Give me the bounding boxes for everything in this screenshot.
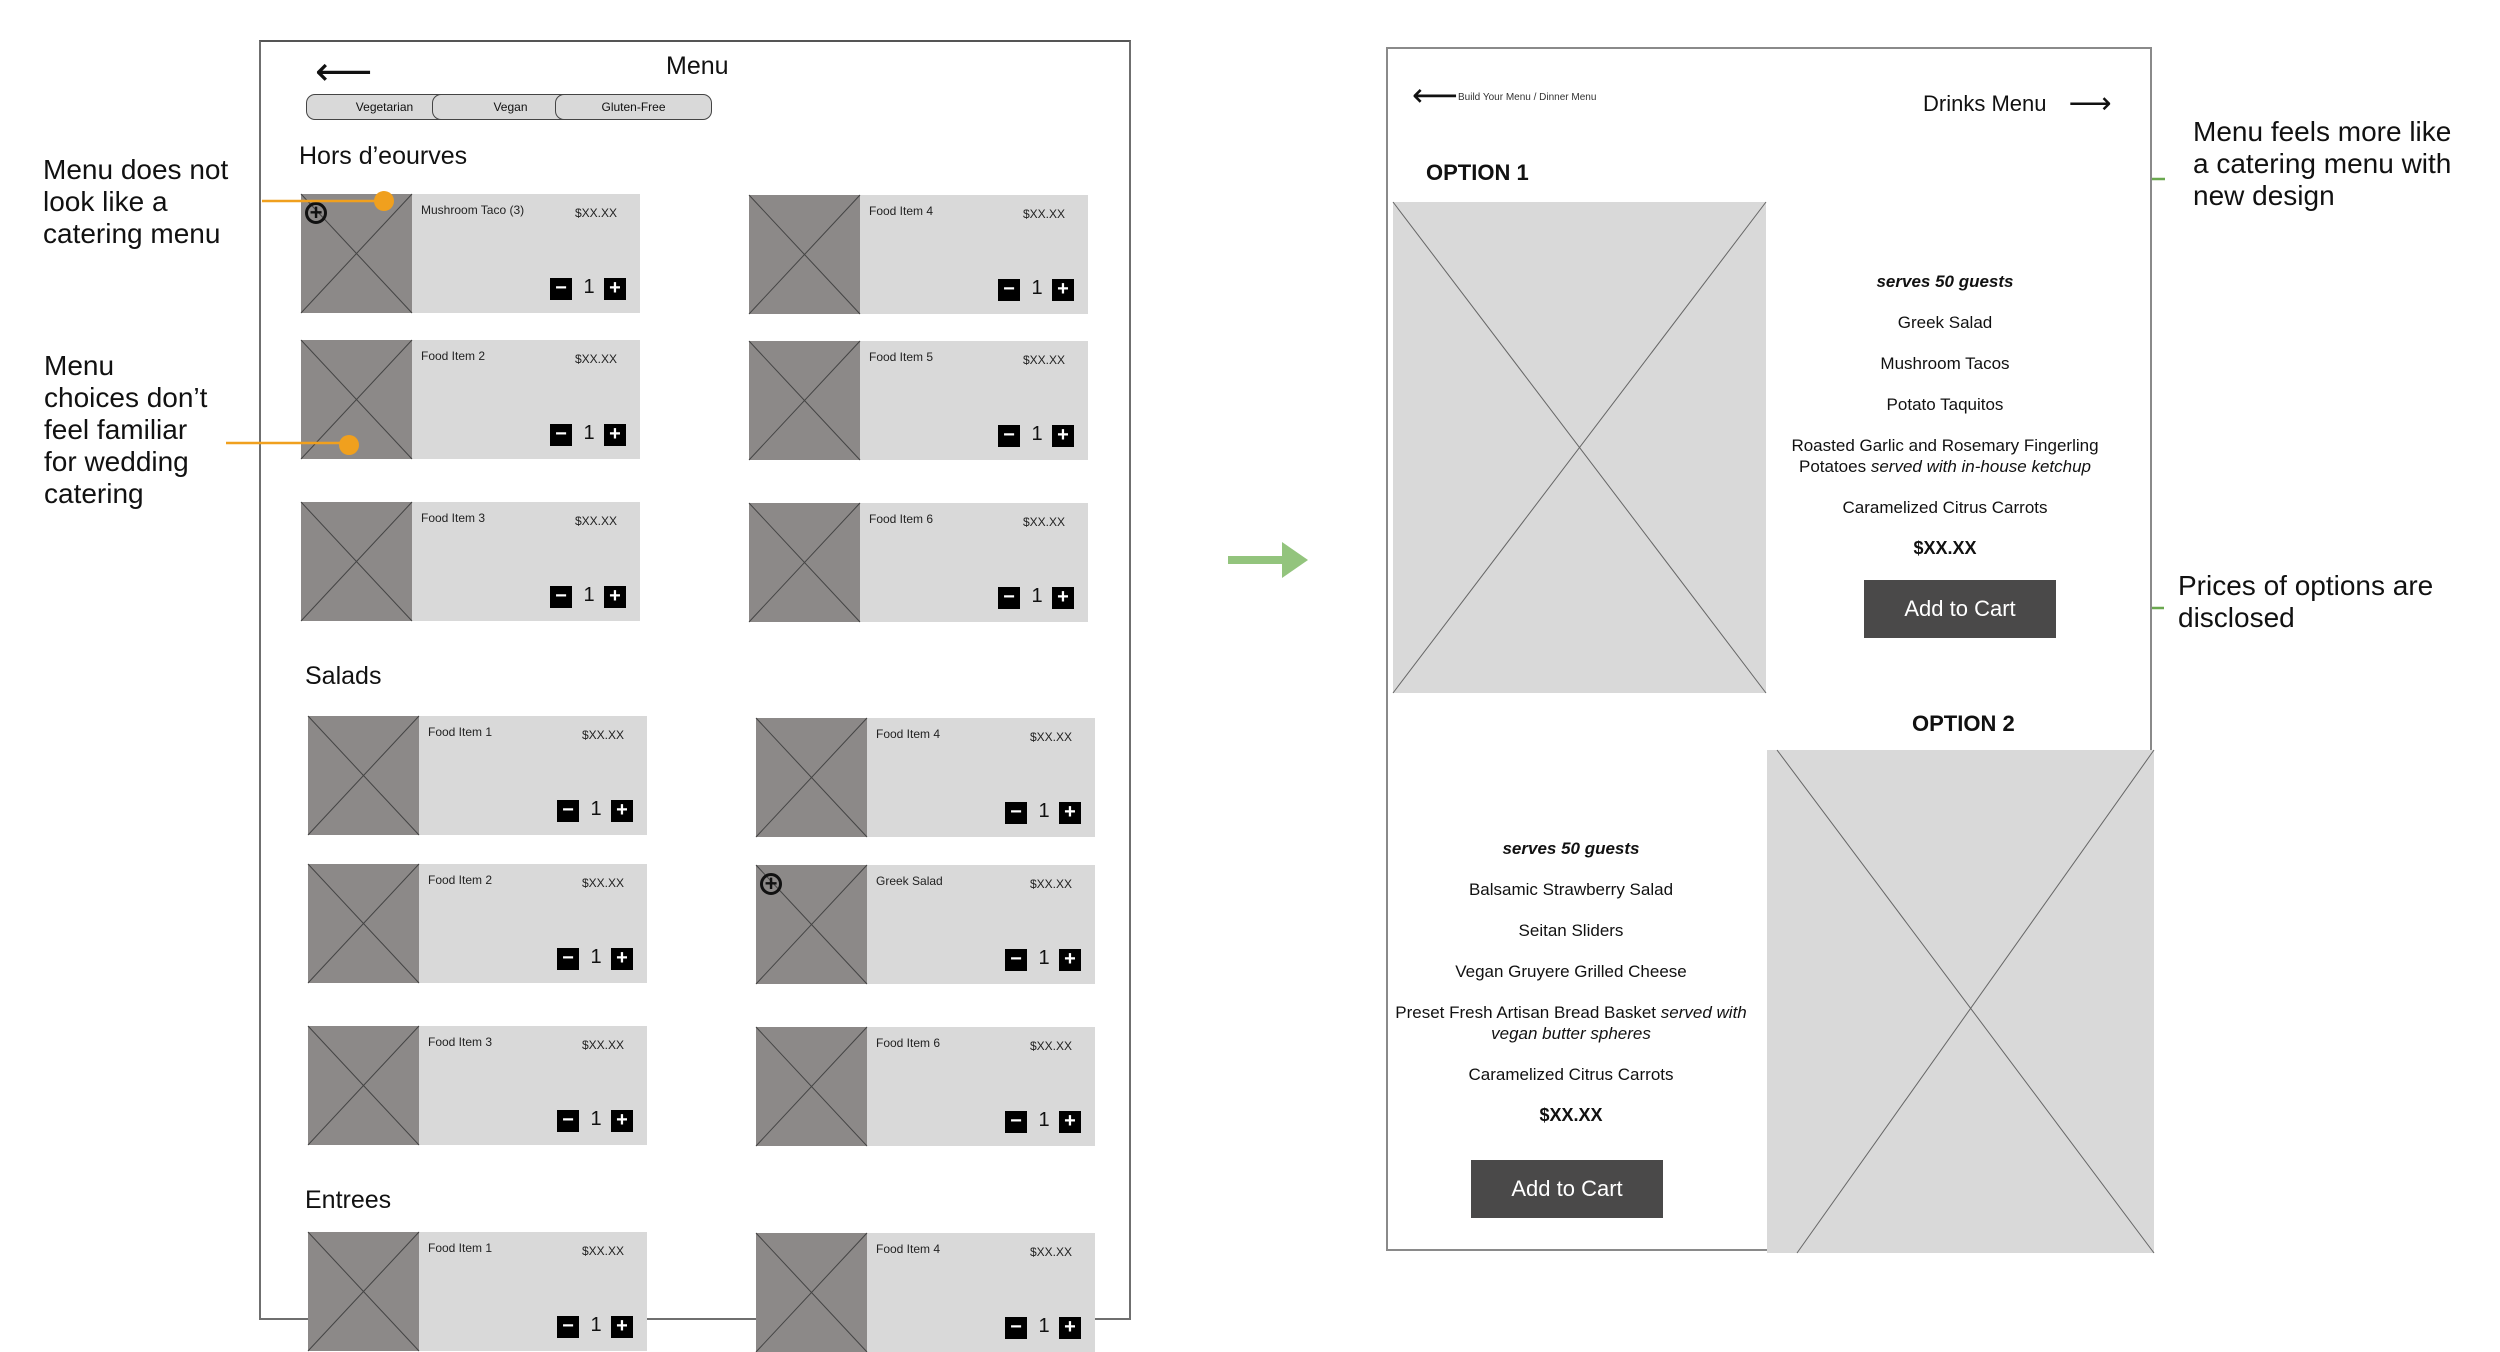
item-name: Food Item 1 [428,725,493,739]
option-menu-item [1391,920,1751,941]
option-1-title: OPTION 1 [1426,160,1529,185]
option-menu-item [1391,1002,1751,1044]
back-arrow-icon[interactable]: ⟵ [1412,77,1458,113]
option-1-price: $XX.XX [1913,538,1977,558]
item-name: Food Item 4 [869,204,934,218]
decrease-quantity-button[interactable]: − [557,1110,579,1132]
item-quantity: 1 [1031,585,1043,607]
option-menu-item [1765,394,2125,415]
option-item-text: Greek Salad [1897,313,1993,332]
problem-annotation-1: Menu does not look like a catering menu [43,154,229,249]
decrease-quantity-button[interactable]: − [1005,949,1027,971]
option-item-text: Preset Fresh Artisan Bread Basket [1395,1003,1657,1022]
item-price: $XX.XX [575,352,618,366]
option-item-text: Roasted Garlic and Rosemary Fingerling Potatoes [1791,436,2099,476]
option-item-text: Mushroom Tacos [1880,354,2010,373]
item-price: $XX.XX [582,876,625,890]
decrease-quantity-button[interactable]: − [1005,1317,1027,1339]
section-title-entrees: Entrees [305,1186,392,1214]
item-name: Food Item 3 [421,511,486,525]
item-name: Greek Salad [876,874,943,888]
option-1-details [1765,271,2125,559]
item-quantity: 1 [1038,1109,1050,1131]
item-name: Food Item 6 [869,512,934,526]
add-circle-icon[interactable]: + [305,202,327,224]
item-quantity: 1 [583,584,595,606]
section-title-hors-doeuvres: Hors d’eourves [299,142,468,170]
item-price: $XX.XX [575,514,618,528]
decrease-quantity-button[interactable]: − [1005,802,1027,824]
item-price: $XX.XX [575,206,618,220]
option-menu-item [1391,1064,1751,1085]
item-name: Food Item 1 [428,1241,493,1255]
option-1-item-list [1765,312,2125,518]
filter-chip-gluten-free[interactable]: Gluten-Free [555,94,712,120]
drinks-menu-link[interactable] [1923,86,2112,121]
solution-annotation-2: Prices of options are disclosed [2178,570,2434,633]
increase-quantity-button[interactable]: + [611,800,633,822]
item-quantity: 1 [590,1108,602,1130]
option-menu-item [1765,497,2125,518]
decrease-quantity-button[interactable]: − [550,424,572,446]
increase-quantity-button[interactable]: + [1059,1317,1081,1339]
solution-annotation-1: Menu feels more like a catering menu with new design [2193,116,2452,211]
increase-quantity-button[interactable]: + [604,586,626,608]
increase-quantity-button[interactable]: + [611,1110,633,1132]
item-price: $XX.XX [1030,730,1073,744]
option-1-serves: serves 50 guests [1876,272,2014,291]
problem-annotation-2: Menu choices don’t feel familiar for wedding catering [44,350,208,509]
option-2-price: $XX.XX [1539,1105,1603,1125]
option-1-image-placeholder [1393,202,1766,693]
increase-quantity-button[interactable]: + [1052,425,1074,447]
increase-quantity-button[interactable]: + [1059,802,1081,824]
forward-arrow-icon: ⟶ [2068,87,2112,120]
option-item-text: Caramelized Citrus Carrots [1468,1065,1674,1084]
item-price: $XX.XX [1030,877,1073,891]
increase-quantity-button[interactable]: + [611,1316,633,1338]
back-arrow-icon[interactable]: ⟵ [315,50,373,94]
option-item-note: served with vegan butter spheres [1491,1003,1747,1043]
item-quantity: 1 [590,1314,602,1336]
option-menu-item [1391,879,1751,900]
item-price: $XX.XX [582,728,625,742]
item-price: $XX.XX [582,1038,625,1052]
increase-quantity-button[interactable]: + [1052,587,1074,609]
option-menu-item [1765,435,2125,477]
item-name: Food Item 4 [876,727,941,741]
option-2-image-placeholder [1767,750,2154,1253]
menu-title: Menu [666,52,729,80]
item-price: $XX.XX [1023,353,1066,367]
increase-quantity-button[interactable]: + [1052,279,1074,301]
add-circle-icon[interactable]: + [760,873,782,895]
item-quantity: 1 [583,422,595,444]
item-name: Food Item 3 [428,1035,493,1049]
item-price: $XX.XX [1023,207,1066,221]
decrease-quantity-button[interactable]: − [557,1316,579,1338]
option-menu-item [1391,961,1751,982]
item-price: $XX.XX [1030,1245,1073,1259]
item-price: $XX.XX [582,1244,625,1258]
option-2-serves: serves 50 guests [1502,839,1640,858]
problem-callout-connector-1 [262,191,394,211]
option-1-add-to-cart-button[interactable]: Add to Cart [1864,580,2056,638]
filter-chip-vegetarian[interactable]: Vegetarian [306,94,463,120]
option-2-title: OPTION 2 [1912,711,2015,736]
item-name: Food Item 6 [876,1036,941,1050]
increase-quantity-button[interactable]: + [1059,949,1081,971]
decrease-quantity-button[interactable]: − [998,587,1020,609]
decrease-quantity-button[interactable]: − [550,278,572,300]
option-2-item-list [1391,879,1751,1085]
option-item-note: served with in-house ketchup [1870,457,2092,476]
breadcrumb[interactable]: Build Your Menu / Dinner Menu [1458,92,1597,103]
decrease-quantity-button[interactable]: − [550,586,572,608]
item-price: $XX.XX [1023,515,1066,529]
option-2-add-to-cart-button[interactable]: Add to Cart [1471,1160,1663,1218]
item-quantity: 1 [1038,1315,1050,1337]
decrease-quantity-button[interactable]: − [1005,1111,1027,1133]
section-title-salads: Salads [305,662,382,690]
option-item-text: Balsamic Strawberry Salad [1468,880,1674,899]
item-quantity: 1 [1038,800,1050,822]
item-quantity: 1 [590,798,602,820]
drinks-menu-label: Drinks Menu [1923,91,2047,116]
item-quantity: 1 [1038,947,1050,969]
after-wireframe [1386,47,2152,1251]
increase-quantity-button[interactable]: + [604,278,626,300]
option-item-text: Vegan Gruyere Grilled Cheese [1455,962,1687,981]
option-item-text: Potato Taquitos [1886,395,2004,414]
decrease-quantity-button[interactable]: − [557,948,579,970]
item-name: Food Item 2 [428,873,493,887]
item-name: Food Item 5 [869,350,934,364]
decrease-quantity-button[interactable]: − [998,279,1020,301]
increase-quantity-button[interactable]: + [1059,1111,1081,1133]
item-quantity: 1 [1031,423,1043,445]
option-2-details [1391,838,1751,1126]
problem-callout-connector-2 [226,435,359,455]
option-menu-item [1765,353,2125,374]
item-name: Mushroom Taco (3) [421,203,525,217]
item-name: Food Item 2 [421,349,486,363]
filter-chip-vegan[interactable]: Vegan [432,94,589,120]
option-item-text: Caramelized Citrus Carrots [1842,498,2048,517]
item-name: Food Item 4 [876,1242,941,1256]
item-price: $XX.XX [1030,1039,1073,1053]
increase-quantity-button[interactable]: + [604,424,626,446]
item-quantity: 1 [583,276,595,298]
option-item-text: Seitan Sliders [1518,921,1624,940]
transition-arrow-icon [1228,542,1308,578]
decrease-quantity-button[interactable]: − [998,425,1020,447]
decrease-quantity-button[interactable]: − [557,800,579,822]
item-quantity: 1 [1031,277,1043,299]
item-quantity: 1 [590,946,602,968]
increase-quantity-button[interactable]: + [611,948,633,970]
option-menu-item [1765,312,2125,333]
